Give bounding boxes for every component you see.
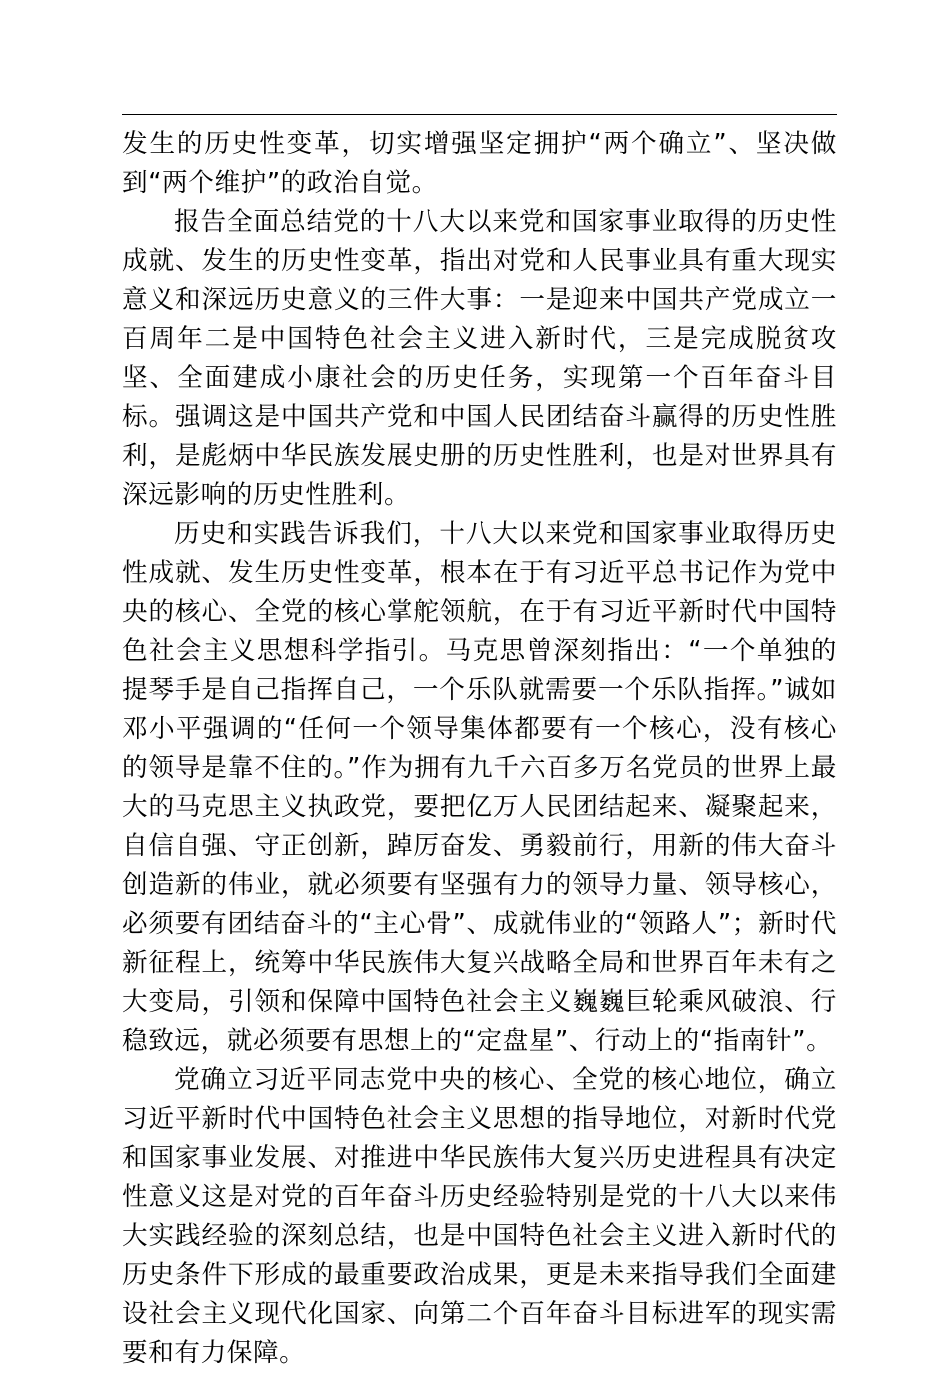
paragraph-core-status: 党确立习近平同志党中央的核心、全党的核心地位，确立习近平新时代中国特色社会主义思想的指导地位，对新时代党和国家事业发展、对推进中华民族伟大复兴历史进程具有决定性意义这是对党的百年奋斗历史经验特别是党的十八大以来伟大实践经验的深刻总结，也是中国特色社会主义进入新时代的历史条件下形成的最重要政治成果，更是未来指导我们全面建设社会主义现代化国家、向第二个百年奋斗目标进军的现实需要和有力保障。 bbox=[122, 1065, 837, 1368]
paragraph-continued: 发生的历史性变革，切实增强坚定拥护“两个确立”、坚决做到“两个维护”的政治自觉。 bbox=[122, 129, 837, 198]
header-rule bbox=[122, 114, 837, 115]
paragraph-history-practice: 历史和实践告诉我们，十八大以来党和国家事业取得历史性成就、发生历史性变革，根本在于有习近平总书记作为党中央的核心、全党的核心掌舵领航，在于有习近平新时代中国特色社会主义思想科学指引。马克思曾深刻指出：“一个单独的提琴手是自己指挥自己，一个乐队就需要一个乐队指挥。”诚如邓小平强调的“任何一个领导集体都要有一个核心，没有核心的领导是靠不住的。”作为拥有九千六百多万名党员的世界上最大的马克思主义执政党，要把亿万人民团结起来、凝聚起来，自信自强、守正创新，踔厉奋发、勇毅前行，用新的伟大奋斗创造新的伟业，就必须要有坚强有力的领导力量、领导核心，必须要有团结奋斗的“主心骨”、成就伟业的“领路人”；新时代新征程上，统筹中华民族伟大复兴战略全局和世界百年未有之大变局，引领和保障中国特色社会主义巍巍巨轮乘风破浪、行稳致远，就必须要有思想上的“定盘星”、行动上的“指南针”。 bbox=[122, 519, 837, 1056]
paragraph-report-summary: 报告全面总结党的十八大以来党和国家事业取得的历史性成就、发生的历史性变革，指出对党和人民事业具有重大现实意义和深远历史意义的三件大事：一是迎来中国共产党成立一百周年二是中国特色社会主义进入新时代，三是完成脱贫攻坚、全面建成小康社会的历史任务，实现第一个百年奋斗目标。强调这是中国共产党和中国人民团结奋斗赢得的历史性胜利，是彪炳中华民族发展史册的历史性胜利，也是对世界具有深远影响的历史性胜利。 bbox=[122, 207, 837, 510]
document-body bbox=[122, 125, 837, 1373]
